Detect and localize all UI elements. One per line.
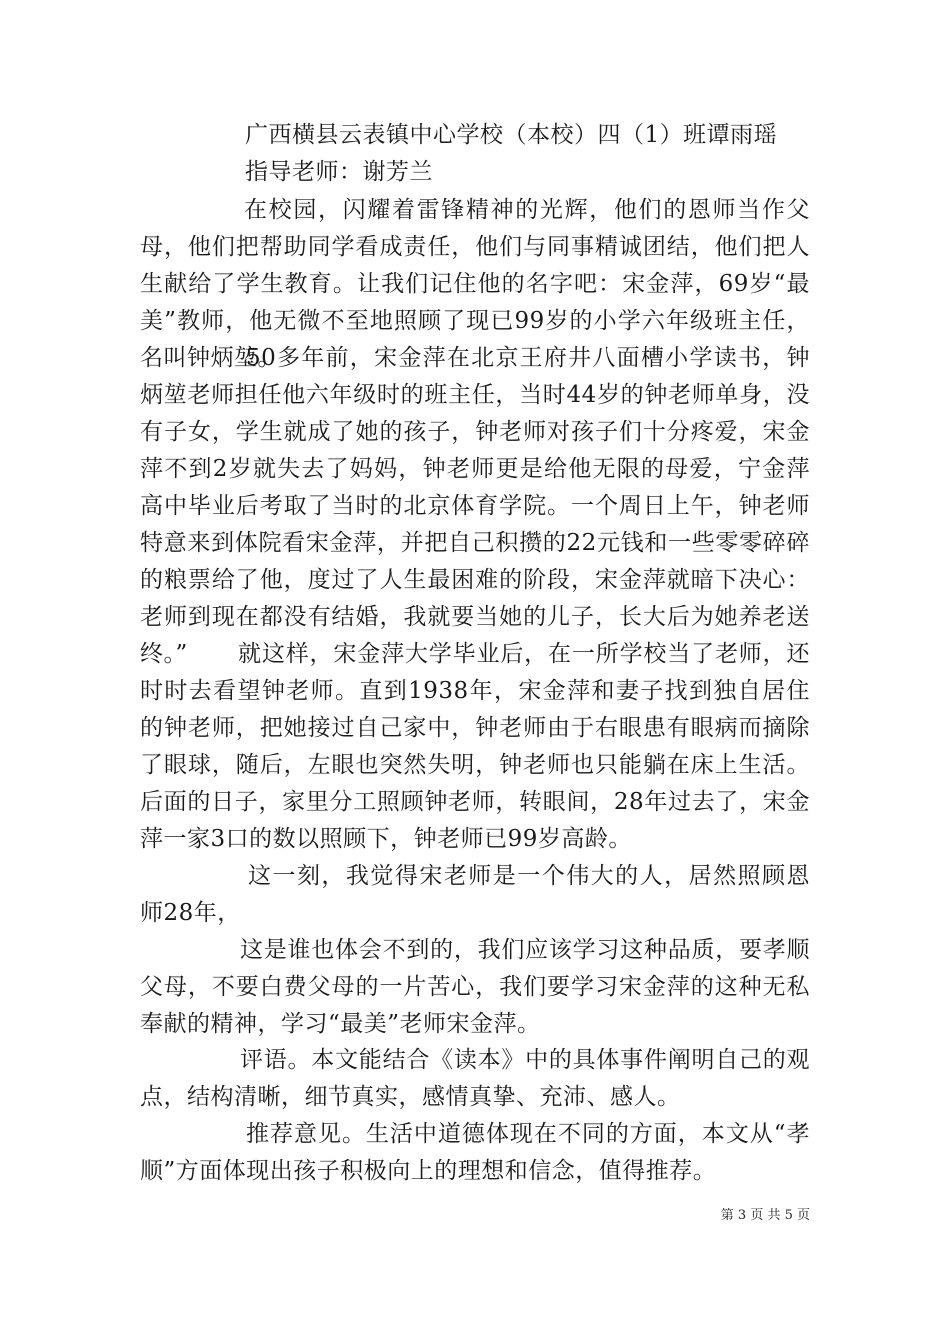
paragraph-recommendation: 推荐意见。生活中道德体现在不同的方面，本文从“孝顺”方面体现出孩子积极向上的理想和信念，值得推荐。: [140, 1121, 810, 1184]
instructor-line: 指导老师：谢芳兰: [245, 159, 433, 185]
paragraph-intro: 在校园，闪耀着雷锋精神的光辉，他们的恩师当作父母，他们把帮助同学看成责任，他们与同事精诚团结，他们把人生献给了学生教育。让我们记住他的名字吧：宋金萍，69岁“最美”教师，他无微不至地照顾了现已99岁的小学六年级班主任，名叫钟炳堃。: [140, 197, 810, 371]
paragraph-history: 50多年前，宋金萍在北京王府井八面槽小学读书，钟炳堃老师担任他六年级时的班主任，当时44岁的钟老师单身，没有子女，学生就成了她的孩子，钟老师对孩子们十分疼爱，宋金萍不到2岁就失去了妈妈，钟老师更是给他无限的母爱，宁金萍高中毕业后考取了当时的北京体育学院。一个周日上午，钟老师特意来到体院看宋金萍，并把自己积攒的22元钱和一些零零碎碎的粮票给了他，度过了人生最困难的阶段，宋金萍就暗下决心：老师到现在都没有结婚，我就要当她的儿子，长大后为她养老送终。”: [140, 345, 810, 667]
paragraph-lesson: 这是谁也体会不到的，我们应该学习这种品质，要孝顺父母，不要白费父母的一片苦心，我们要学习宋金萍的这种无私奉献的精神，学习“最美”老师宋金萍。: [140, 937, 810, 1037]
author-school-line: 广西横县云表镇中心学校（本校）四（1）班谭雨瑶: [245, 122, 778, 148]
paragraph-comment: 评语。本文能结合《读本》中的具体事件阐明自己的观点，结构清晰，细节真实，感情真挚、充沛、感人。: [140, 1047, 810, 1110]
paragraph-care: 就这样，宋金萍大学毕业后，在一所学校当了老师，还时时去看望钟老师。直到1938年，宋金萍和妻子找到独自居住的钟老师，把她接过自己家中，钟老师由于右眼患有眼病而摘除了眼球，随后，左眼也突然失明，钟老师也只能躺在床上生活。后面的日子，家里分工照顾钟老师，转眼间，28年过去了，宋金萍一家3口的数以照顾下，钟老师已99岁高龄。: [140, 641, 810, 852]
paragraph-reflection: 这一刻，我觉得宋老师是一个伟大的人，居然照顾恩师28年，: [140, 863, 810, 926]
page-number: 第 3 页 共 5 页: [720, 1208, 810, 1223]
